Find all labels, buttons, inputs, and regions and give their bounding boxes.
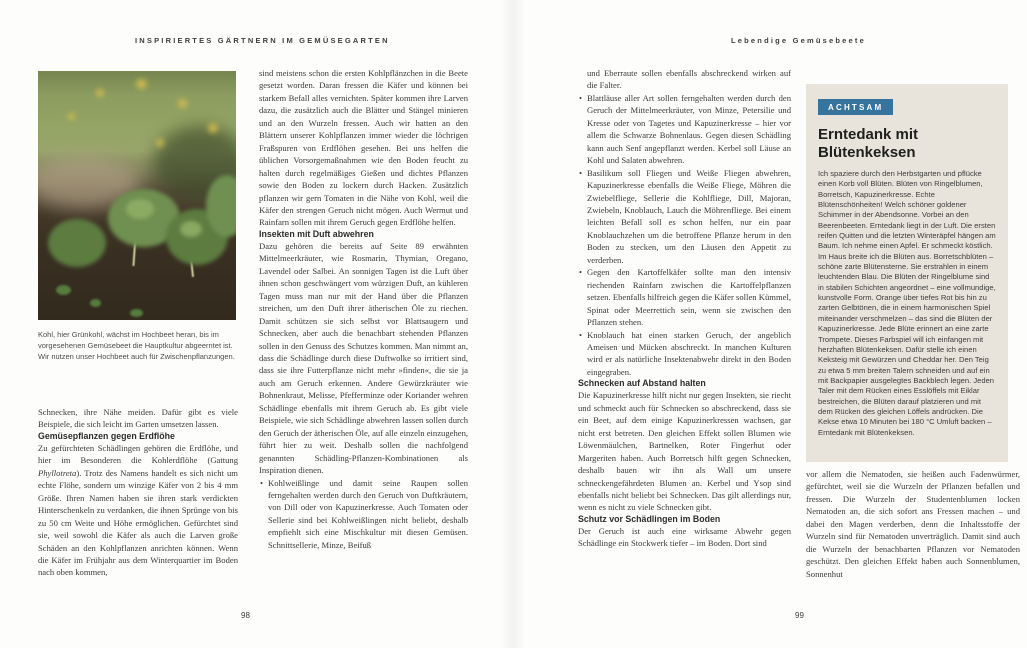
paragraph: Die Kapuzinerkresse hilft nicht nur gegen Insekten, sie riecht und schmeckt auch für Schnecken so abschreckend, dass sie ein Beet, auf dem einige Kapuzinerkressen wachsen, gar nicht erst betreten. Den gleichen Effekt sollen Blumen wie Löwenmäulchen, Bartnelken, Roter Fingerhut oder Margeriten haben. Auch Borretsch hilft gegen Schnecken, deshalb bauen wir ihn als Wall um unsere schneckengefährdeten Blumen an. Kerbel und Ysop sind ebenfalls nicht beliebt bei Schnecken. Das gilt allerdings nur, wenn es nicht zu viele Schnecken gibt. <box>578 390 791 513</box>
photo-flower-spot <box>68 113 75 120</box>
photo-leaf-highlight <box>126 199 154 219</box>
paragraph <box>38 442 238 579</box>
photo-kale-plant <box>48 219 106 267</box>
achtsam-badge: ACHTSAM <box>818 99 893 115</box>
paragraph: vor allem die Nematoden, sie heißen auch Fadenwürmer, gefürchtet, weil sie die Wurzeln der Pflanzen befallen und fressen. Die Wurzeln der Studentenblumen locken Nematoden an, die sich sofort ans Fressen machen – und dabei den Magen verderben, denn die Inhaltsstoffe der Wurzeln sind für Nematoden unverträglich. Damit sind auch die Wurzeln der benachbarten Pflanzen vor Nematoden geschützt. Den gleichen Effekt haben auch Sonnenblumen, Sonnenhut <box>806 469 1020 579</box>
right-page-column-2 <box>806 468 1020 580</box>
page-number-right: 99 <box>795 611 804 620</box>
section-heading: Schnecken auf Abstand halten <box>578 378 706 389</box>
paragraph-text: ). Trotz des Namens handelt es sich nicht um echte Flöhe, sondern um winzige Käfer von 2 bis 4 mm Größe. Ihren Namen haben sie ihren stark verdickten Hinterschenkeln zu verdanken, die ihnen Sprünge von bis zu 50 cm Weite und Höhe ermöglichen. Gefürchtet sind sie, weil sowohl die Käfer als auch die Larven große Schäden an den Kohlpflanzen anrichten können. Wenn die Käfer im Frühjahr aus dem Winterquartier im Boden nach oben kommen, <box>38 467 238 578</box>
running-head-right: Lebendige Gemüsebeete <box>731 36 866 45</box>
bullet-item: • Basilikum soll Fliegen und Weiße Fliegen abwehren, Kapuzinerkresse ebenfalls die Weiße Fliege, Möhren die Zwiebelfliege, Sellerie die Kohlfliege, Dill, Majoran, Zwiebeln, Knoblauch, Lauch die Möhrenfliege. Bei einem leichten Befall soll es schon helfen, nur ein paar Knoblauchzehen um die betroffene Pflanze herum in den Boden zu stecken, um den Läusen den Appetit zu verderben. <box>578 167 791 267</box>
photo-seedling <box>130 309 143 317</box>
photo-caption: Kohl, hier Grünkohl, wächst im Hochbeet heran, bis im vorgesehenen Gemüsebeet die Hauptkultur abgeerntet ist. Wir nutzen unser Hochbeet auch für Zwischenpflanzungen. <box>38 330 235 362</box>
left-page-column-1 <box>38 406 238 579</box>
section-heading: Insekten mit Duft abwehren <box>259 228 374 239</box>
bullet-item: • Gegen den Kartoffelkäfer sollte man den intensiv riechenden Rainfarn zwischen die Kartoffelpflanzen setzen. Ebenfalls hilfreich gegen die Käfer sollen Kümmel, Spinat oder Meerrettich sein, wenn sie zwischen den Pflanzen stehen. <box>578 266 791 328</box>
paragraph-text: Zu gefürchteten Schädlingen gehören die Erdflöhe, und hier im Besonderen die Kohlerdflöhe (Gattung <box>38 442 238 466</box>
paragraph: Schnecken, ihre Nähe meiden. Dafür gibt es viele Beispiele, die sich leicht im Garten umsetzen lassen. <box>38 407 238 430</box>
photo-flower-spot <box>156 139 164 147</box>
photo-seedling <box>90 299 101 307</box>
paragraph: Dazu gehören die bereits auf Seite 89 erwähnten Mittelmeerkräuter, wie Rosmarin, Thymian, Oregano, Lavendel oder Salbei. An sonnigen Tagen ist die Luft über ihnen schon geschwängert vom würzigen Duft, an kühleren Tagen muss man nur mit der Hand über die Pflanzen streichen, um den Duft ihrer ätherischen Öle zu riechen. Damit schützen sie sich selbst vor Blattsaugern und Schnecken, aber auch die benachbart stehenden Pflanzen sollen in den Genuss des Schutzes kommen. Man nimmt an, dass die Schädlinge durch diese Duftwolke so irritiert sind, dass sie ihre Futterpflanze nicht mehr »finden«, die sie ja auch am Geruch erkennen. Andere Gewürzkräuter wie Bohnenkraut, Melisse, Pfefferminze oder Koriander wehren Schädlinge ebenfalls mit ihrem Geruch ab. Es gibt viele Beispiele, wie sich Schädlinge abwehren lassen sollen durch den Geruch der ätherischen Öle, auf alle einzeln einzugehen, führt hier zu weit. Deshalb sollen die nachfolgend genannten Schädling-Pflanzen-Kombinationen als Inspiration dienen. <box>259 240 469 476</box>
bullet-item: • Kohlweißlinge und damit seine Raupen sollen ferngehalten werden durch den Geruch von Duftkräutern, von Dill oder von Kapuzinerkresse. Auch Tomaten oder Sellerie sind bei Kohlweißlingen nicht beliebt, deshalb empfiehlt sich eine Mischkultur mit diesen Gemüsen. Schnittsellerie, Minze, Beifuß <box>259 477 468 552</box>
box-title: Erntedank mit Blütenkeksen <box>818 126 919 161</box>
photo-flower-spot <box>178 99 187 108</box>
running-head-left: INSPIRIERTES GÄRTNERN IM GEMÜSEGARTEN <box>135 36 390 45</box>
section-heading: Schutz vor Schädlingen im Boden <box>578 513 721 524</box>
book-gutter-shadow <box>500 0 526 648</box>
photo-flower-spot <box>208 123 218 133</box>
paragraph: sind meistens schon die ersten Kohlpflänzchen in die Beete gesetzt worden. Daran fressen die Käfer und können bei starkem Befall alles vernichten. Später kommen ihre Larven dazu, die zusätzlich auch die Blätter und Stängel minieren und an den Wurzeln fressen. Auch wir hatten an den Blättern unserer Kohlpflanzen immer wieder die löchrigen Fraßspuren von Erdflöhen gesehen. Bei uns helfen die üblichen Vorsorgemaßnahmen wie den Boden feucht zu halten durch regelmäßiges Gießen und dichtes Pflanzen sowie den Boden zu lockern durch Hacken. Zusätzlich pflanzen wir gern Tomaten in die Nähe von Kohl, weil die Käfer den strengen Geruch nicht mögen. Auch Wermut und Rainfarn sollen mit ihrem Geruch gegen Erdflöhe helfen. <box>259 68 468 228</box>
kale-photo <box>38 71 236 320</box>
bullet-item: • Blattläuse aller Art sollen ferngehalten werden durch den Geruch der Mittelmeerkräuter, von Minze, Petersilie und Kresse oder von Tagetes und Kapuzinerkresse – hier vor allem die Schwarze Bohnenlaus. Gegen diesen Schädling kann auch Senf angepflanzt werden. Kerbel soll Läuse an Kohl und Salaten abwehren. <box>578 92 791 167</box>
photo-flower-spot <box>96 89 104 97</box>
achtsam-sidebar-box <box>806 84 1008 462</box>
latin-genus-name: Phyllotreta <box>38 467 77 478</box>
paragraph: Der Geruch ist auch eine wirksame Abwehr gegen Schädlinge ein Stockwerk tiefer – im Boden. Dort sind <box>578 525 791 549</box>
bullet-item-continuation: und Eberraute sollen ebenfalls abschreckend wirken auf die Falter. <box>587 68 791 91</box>
left-page-column-2 <box>259 67 468 551</box>
right-page-column-1 <box>578 67 791 550</box>
page-number-left: 98 <box>241 611 250 620</box>
photo-flower-spot <box>136 79 147 89</box>
section-heading: Gemüsepflanzen gegen Erdflöhe <box>38 430 175 441</box>
bullet-item: • Knoblauch hat einen starken Geruch, der angeblich Ameisen und Mücken abschreckt. In manchen Kulturen wird er als natürliche Insektenabwehr direkt in den Boden eingegraben. <box>578 329 791 379</box>
photo-seedling <box>56 285 71 295</box>
photo-leaf-highlight <box>180 221 202 237</box>
box-body-text: Ich spaziere durch den Herbstgarten und pflücke einen Korb voll Blüten. Blüten von Ringelblumen, Borretsch, Kapuzinerkresse. Echte Blütenschönheiten! Welch schöner goldener Schimmer in der Abendsonne. Vorbei an den Beerenbeeten. Erntedank liegt in der Luft. Die ersten reifen Quitten und die letzten Winteräpfel hängen am Baum. Ich nehme einen Apfel. Er schmeckt köstlich. Im Haus breite ich die Blüten aus. Borretschblüten – schöne zarte Blütensterne. Sie erstrahlen in einem leuchtenden Blau. Die Blüten der Ringelblume sind in stabilen Schichten angeordnet – eine vollmundige, kunstvolle Form. Orange über tiefes Rot bis hin zu zarten Gelbtönen, die in einem harmonischen Spiel miteinander verschmelzen – das sind die Blüten der Kapuzinerkresse. Jede Blüte erinnert an eine zarte Trompete. Dieses Farbspiel will ich einfangen mit herzhaften Blütenkeksen. Dafür stelle ich einen Keksteig mit Gewürzen und Cheddar her. Den Teig zu etwa 5 mm breiten Talern schneiden und auf ein mit Backpapier ausgelegtes Backblech legen. Jeden Taler mit dem Rücken eines Esslöffels mit Eiklar bestreichen, die Blüten darauf platzieren und mit dem Rücken des gleichen Löffels andrücken. Die Kekse etwa 10 Minuten bei 180 °C Umluft backen – Erntedank mit Blütenkeksen. <box>818 169 996 437</box>
